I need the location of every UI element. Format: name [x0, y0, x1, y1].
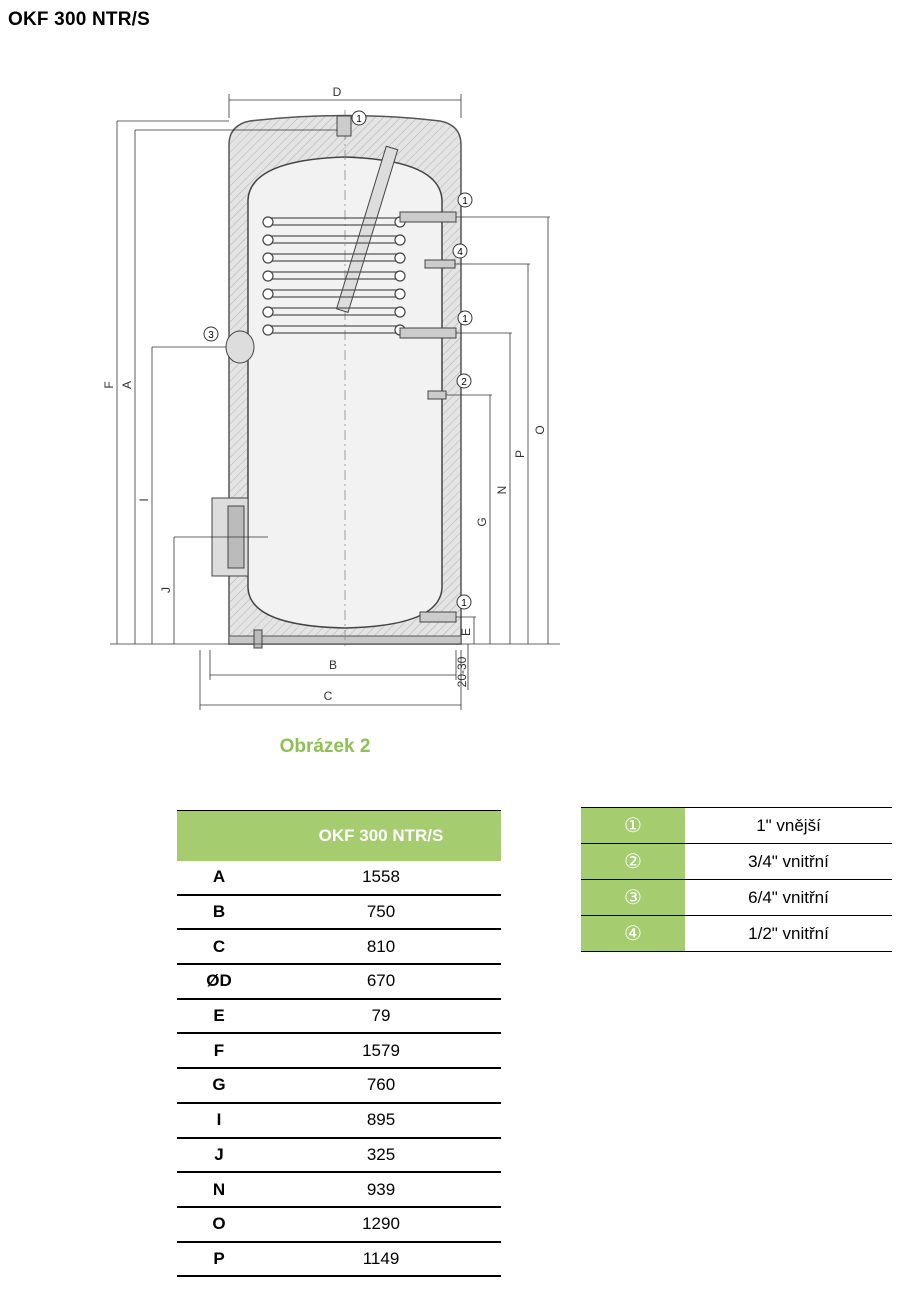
dimensions-header-blank	[177, 811, 261, 862]
table-row	[177, 964, 501, 999]
dimension-key: J	[177, 1138, 261, 1173]
svg-text:A: A	[120, 380, 134, 390]
callout-top	[352, 111, 366, 125]
svg-text:1: 1	[356, 114, 362, 125]
table-row	[177, 929, 501, 964]
svg-text:N: N	[495, 485, 509, 495]
table-row	[177, 999, 501, 1034]
dimension-key: G	[177, 1068, 261, 1103]
table-row	[581, 880, 892, 916]
callout-sensor-top	[453, 244, 467, 258]
tank-body	[212, 110, 461, 650]
callout-bottom	[457, 595, 471, 609]
table-row	[177, 1242, 501, 1277]
svg-text:O: O	[533, 425, 547, 435]
dimension-key: O	[177, 1207, 261, 1242]
table-row	[177, 1207, 501, 1242]
table-row	[177, 861, 501, 895]
connections-table	[581, 807, 892, 952]
callout-circulation	[457, 374, 471, 388]
connection-desc: 6/4" vnitřní	[685, 880, 892, 916]
svg-text:D: D	[332, 85, 342, 99]
dimension-value: 750	[261, 895, 501, 930]
dimension-key: C	[177, 929, 261, 964]
svg-text:G: G	[475, 517, 489, 527]
connection-desc: 1/2" vnitřní	[685, 916, 892, 952]
dimension-key: I	[177, 1103, 261, 1138]
figure-caption: Obrázek 2	[279, 736, 371, 757]
table-row	[177, 1033, 501, 1068]
svg-text:1: 1	[462, 196, 468, 207]
dimension-key: F	[177, 1033, 261, 1068]
dimension-value: 1149	[261, 1242, 501, 1277]
svg-text:2: 2	[461, 377, 467, 388]
dimension-value: 895	[261, 1103, 501, 1138]
svg-text:B: B	[328, 658, 338, 672]
dimension-value: 670	[261, 964, 501, 999]
svg-text:1: 1	[461, 598, 467, 609]
connection-symbol: ①	[581, 808, 685, 844]
svg-text:3: 3	[208, 330, 214, 341]
connection-symbol: ④	[581, 916, 685, 952]
dimensions-table	[177, 810, 501, 1277]
connection-desc: 1" vnější	[685, 808, 892, 844]
dimensions-header-model: OKF 300 NTR/S	[261, 811, 501, 862]
svg-text:J: J	[159, 587, 173, 593]
table-row	[581, 844, 892, 880]
table-row	[177, 1172, 501, 1207]
dimensions-header-row	[177, 811, 501, 862]
dimension-value: 1290	[261, 1207, 501, 1242]
table-row	[177, 1103, 501, 1138]
table-row	[177, 1068, 501, 1103]
dimension-key: B	[177, 895, 261, 930]
connection-desc: 3/4" vnitřní	[685, 844, 892, 880]
connection-symbol: ③	[581, 880, 685, 916]
table-row	[177, 1138, 501, 1173]
callout-sensor	[204, 327, 218, 341]
top-connection	[337, 116, 351, 136]
dimension-value: 810	[261, 929, 501, 964]
table-row	[177, 895, 501, 930]
dimension-key: E	[177, 999, 261, 1034]
svg-text:F: F	[102, 381, 116, 389]
dimension-key: N	[177, 1172, 261, 1207]
dimension-key: ØD	[177, 964, 261, 999]
svg-text:20-30: 20-30	[455, 656, 469, 688]
connection-symbol: ②	[581, 844, 685, 880]
callout-coil-return	[458, 311, 472, 325]
svg-text:E: E	[459, 627, 473, 637]
callout-upper	[458, 193, 472, 207]
dimension-value: 79	[261, 999, 501, 1034]
sensor-socket	[226, 331, 254, 363]
svg-text:1: 1	[462, 314, 468, 325]
svg-text:P: P	[513, 449, 527, 459]
dimension-value: 325	[261, 1138, 501, 1173]
drain-valve	[254, 630, 262, 648]
svg-text:4: 4	[457, 247, 463, 258]
dimension-value: 939	[261, 1172, 501, 1207]
dimension-key: P	[177, 1242, 261, 1277]
document-title: OKF 300 NTR/S	[8, 9, 150, 30]
dimension-value: 1579	[261, 1033, 501, 1068]
dimension-key: A	[177, 861, 261, 895]
svg-text:C: C	[323, 689, 333, 703]
svg-text:I: I	[137, 498, 151, 502]
dimension-value: 1558	[261, 861, 501, 895]
table-row	[581, 916, 892, 952]
dimension-value: 760	[261, 1068, 501, 1103]
table-row	[581, 808, 892, 844]
